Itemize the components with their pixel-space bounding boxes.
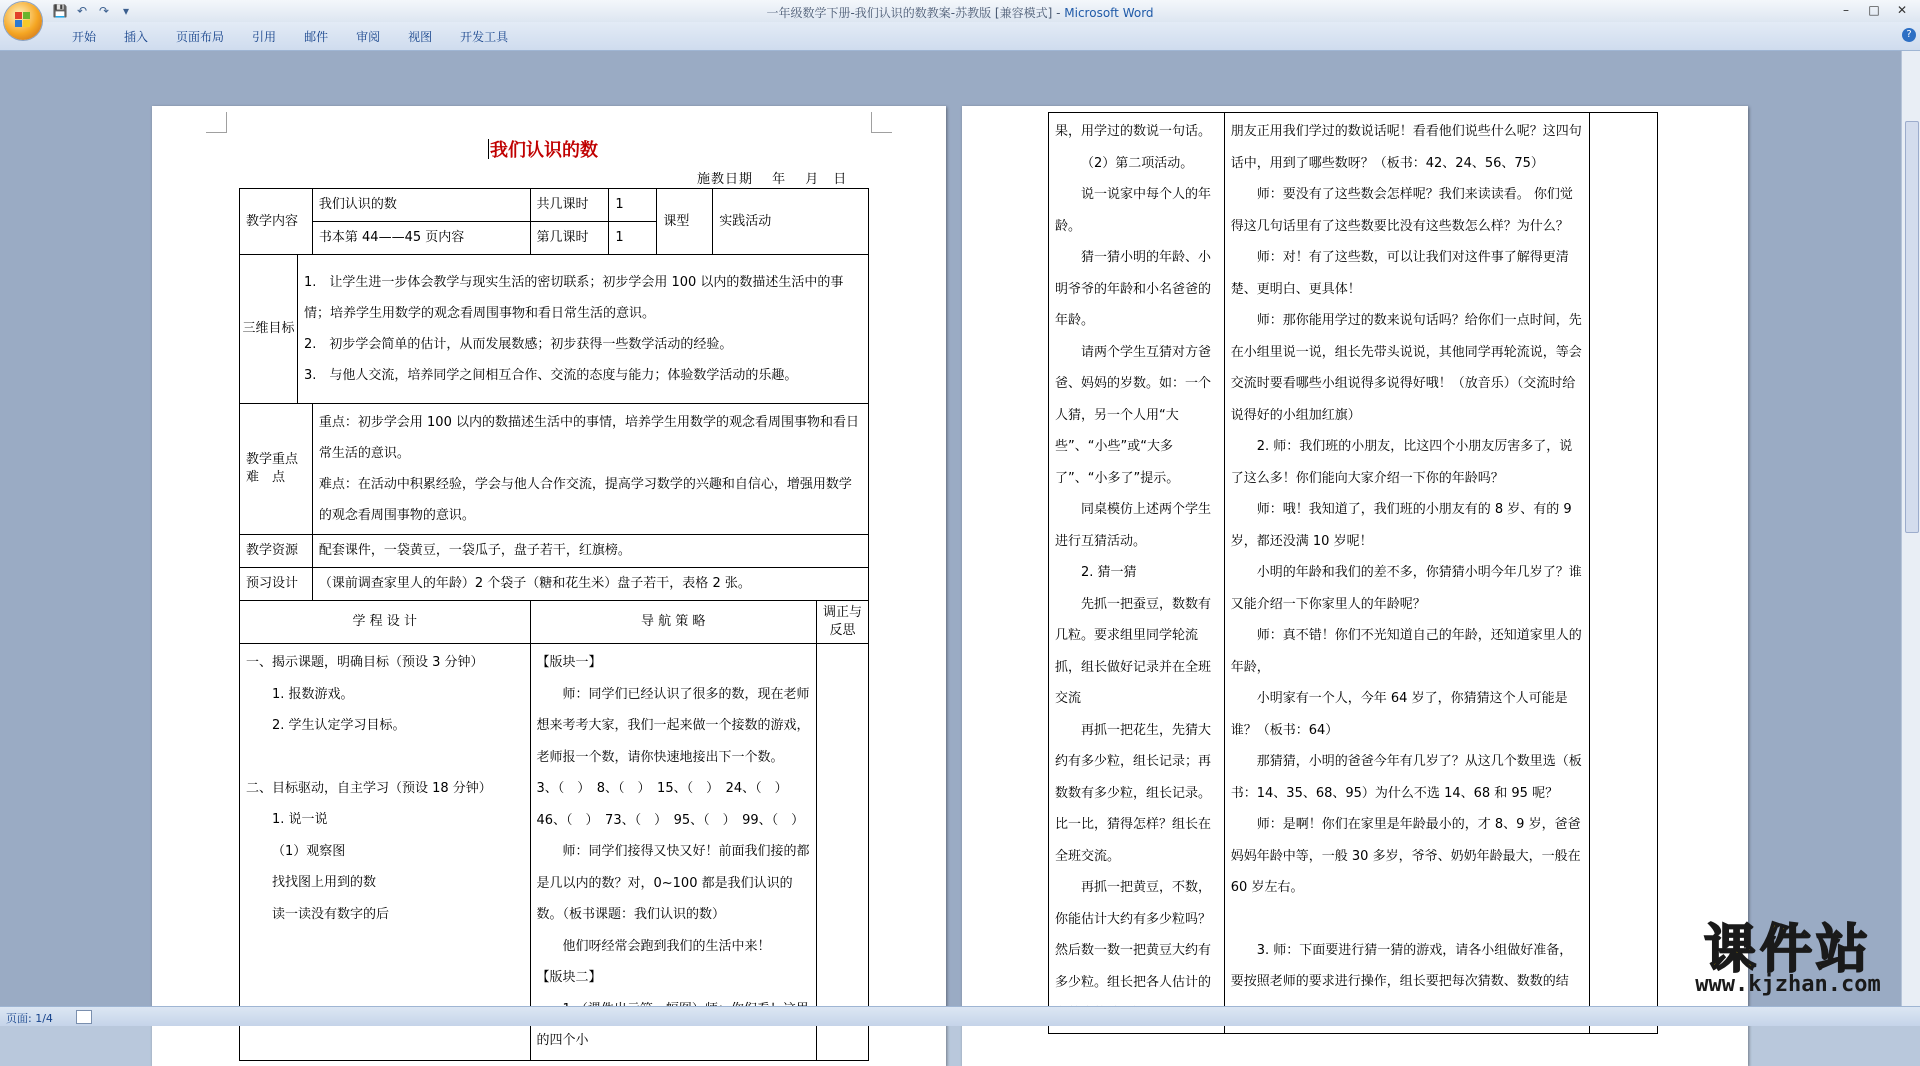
crop-mark xyxy=(206,112,227,133)
nav-line: 46、（ ） 73、（ ） 95、（ ） 99、（ ） xyxy=(536,812,805,828)
tab-page-layout[interactable]: 页面布局 xyxy=(176,30,225,44)
design-line: 再抓一把花生，先猜大约有多少粒，组长记录；再数数有多少粒，组长记录。比一比，猜得怎样？组长在全班交流。 xyxy=(1055,722,1212,864)
adjust-column-continued[interactable] xyxy=(1590,113,1658,1034)
design-line: （1）观察图 xyxy=(272,843,346,859)
prep-label: 预习设计 xyxy=(240,568,313,601)
design-line: 先抓一把蚕豆，数数有几粒。要求组里同学轮流抓，组长做好记录并在全班交流 xyxy=(1055,596,1212,706)
nav-line: 师：是啊！你们在家里是年龄最小的，才 8、9 岁，爸爸妈妈年龄中等，一般 30 多岁，爷爷、奶奶年龄最大，一般在 60 岁左右。 xyxy=(1230,817,1581,895)
goal-item: 1. 让学生进一步体会教学与现实生活的密切联系；初步学会用 100 以内的数描述生活中的事情；培养学生用数学的观念看周围事物和看日常生活的意识。 xyxy=(303,275,844,321)
tab-home[interactable]: 开始 xyxy=(72,30,97,44)
goal-item: 3. 与他人交流，培养同学之间相互合作、交流的态度与能力；体验数学活动的乐趣。 xyxy=(303,368,798,383)
tab-developer[interactable]: 开发工具 xyxy=(460,30,509,44)
nav-line: 3、（ ） 8、（ ） 15、（ ） 24、（ ） xyxy=(536,781,788,796)
nav-line: 朋友正用我们学过的数说话呢！看看他们说些什么呢？这四句话中，用到了哪些数呀？（板书：42、24、56、75） xyxy=(1230,124,1582,171)
nav-line: 小明家有一个人，今年 64 岁了，你猜猜这个人可能是谁？（板书：64） xyxy=(1230,691,1568,738)
window-controls xyxy=(1832,1,1916,19)
nav-line: 【版块一】 xyxy=(536,655,602,670)
design-column[interactable] xyxy=(240,644,531,1061)
crop-mark xyxy=(871,112,892,133)
adjust-column[interactable] xyxy=(816,644,868,1061)
total-value[interactable]: 1 xyxy=(609,189,657,222)
nth-label: 第几课时 xyxy=(530,222,609,255)
page-1[interactable] xyxy=(152,106,946,1066)
page-2[interactable] xyxy=(962,106,1748,1066)
design-line: 1. 报数游戏。 xyxy=(272,686,354,702)
watermark-logo xyxy=(1668,922,1908,1010)
close-button[interactable]: ✕ xyxy=(1896,3,1908,17)
nav-line: 师：要没有了这些数会怎样呢？我们来读读看。 你们觉得这几句话里有了这些数要比没有这些数怎么样？为什么？ xyxy=(1230,187,1573,234)
design-line: 2. 学生认定学习目标。 xyxy=(272,718,406,733)
design-line xyxy=(246,742,524,773)
undo-icon[interactable]: ↶ xyxy=(76,4,88,18)
nth-value[interactable]: 1 xyxy=(609,222,657,255)
customize-qat-icon[interactable]: ▾ xyxy=(122,4,130,18)
type-value[interactable]: 实践活动 xyxy=(713,189,869,255)
design-line: 再抓一把黄豆，不数，你能估计大约有多少粒吗？然后数一数一把黄豆大约有多少粒。组长把各人估计的 xyxy=(1055,880,1212,990)
date-line: 施教日期 年 月 日 xyxy=(697,172,848,187)
continued-table xyxy=(1048,112,1658,1034)
keys-cell[interactable] xyxy=(312,404,868,535)
header-adjust: 调正与反思 xyxy=(816,601,868,644)
design-column-continued[interactable] xyxy=(1049,113,1225,1034)
watermark-url: www.kjzhan.com xyxy=(1695,972,1881,997)
nav-line: 3. 师：下面要进行猜一猜的游戏，请各小组做好准备，要按照老师的要求进行操作，组长要把每次猜数、数数的结 xyxy=(1230,942,1573,989)
content-2[interactable]: 书本第 44——45 页内容 xyxy=(312,222,530,255)
proofing-icon[interactable] xyxy=(76,1010,92,1024)
watermark-cn: 课件站 xyxy=(1703,920,1872,980)
nav-line: 师：哦！我知道了，我们班的小朋友有的 8 岁、有的 9 岁，都还没满 10 岁呢！ xyxy=(1230,502,1572,549)
app-name: Microsoft Word xyxy=(1064,6,1154,20)
design-line: 同桌模仿上述两个学生进行互猜活动。 xyxy=(1055,502,1212,549)
nav-line: 2. 师：我们班的小朋友，比这四个小朋友厉害多了，说了这么多！你们能向大家介绍一下你的年龄吗？ xyxy=(1230,439,1573,486)
nav-line: 师：真不错！你们不光知道自己的年龄，还知道家里人的年龄， xyxy=(1230,628,1582,675)
design-line: 找找图上用到的数 xyxy=(272,875,377,890)
tab-references[interactable]: 引用 xyxy=(252,30,277,44)
design-line: 1. 说一说 xyxy=(272,812,328,827)
resources-label: 教学资源 xyxy=(240,535,313,568)
lesson-plan-table xyxy=(239,188,869,1061)
nav-line: 师：同学们已经认识了很多的数，现在老师想来考考大家，我们一起来做一个接数的游戏，老师报一个数，请你快速地接出下一个数。 xyxy=(536,686,810,765)
goal-item: 2. 初步学会简单的估计，从而发展数感；初步获得一些数学活动的经验。 xyxy=(303,337,733,352)
nav-line: 他们呀经常会跑到我们的生活中来！ xyxy=(562,938,771,954)
save-icon[interactable]: 💾 xyxy=(52,4,68,18)
status-bar xyxy=(0,1006,1920,1026)
header-navigation: 导 航 策 略 xyxy=(530,601,816,644)
design-line: 读一读没有数字的后 xyxy=(272,906,390,922)
tab-mailings[interactable]: 邮件 xyxy=(304,30,329,44)
ribbon xyxy=(0,22,1920,51)
goals-label: 三维目标 xyxy=(240,255,298,404)
maximize-button[interactable]: □ xyxy=(1868,3,1880,17)
document-title: 一年级数学下册-我们认识的数教案-苏教版 [兼容模式] - xyxy=(766,6,1065,20)
scrollbar-thumb[interactable] xyxy=(1905,121,1919,533)
nav-line: 【版块二】 xyxy=(536,970,602,985)
keys-label: 教学重点难 点 xyxy=(240,404,313,535)
design-line: 2. 猜一猜 xyxy=(1081,565,1137,580)
vertical-scrollbar[interactable] xyxy=(1901,51,1920,1006)
nav-line: 的四个小 xyxy=(536,1033,589,1048)
office-button[interactable] xyxy=(4,2,42,40)
prep-value[interactable]: （课前调查家里人的年龄）2 个袋子（糖和花生米）盘子若干，表格 2 张。 xyxy=(312,568,868,601)
design-line: 一、揭示课题，明确目标（预设 3 分钟） xyxy=(246,655,484,670)
title-text: 我们认识的数 xyxy=(490,140,598,161)
page-count[interactable]: 页面: 1/4 xyxy=(6,1012,53,1025)
design-line: （2）第二项活动。 xyxy=(1081,155,1194,171)
nav-line xyxy=(1231,904,1583,935)
key-point: 重点：初步学会用 100 以内的数描述生活中的事情，培养学生用数学的观念看周围事物和看日常生活的意识。 xyxy=(318,415,859,461)
design-line: 猜一猜小明的年龄、小明爷爷的年龄和小名爸爸的年龄。 xyxy=(1055,250,1212,328)
design-line: 果，用学过的数说一句话。 xyxy=(1055,124,1212,139)
nav-line: 小明的年龄和我们的差不多，你猜猜小明今年几岁了？谁又能介绍一下你家里人的年龄呢？ xyxy=(1230,565,1582,612)
nav-line: 那猜猜，小明的爸爸今年有几岁了？从这几个数里选（板书：14、35、68、95）为什么不选 14、68 和 95 呢？ xyxy=(1230,754,1582,801)
design-line: 说一说家中每个人的年龄。 xyxy=(1055,187,1212,234)
content-label: 教学内容 xyxy=(240,189,313,255)
nav-line: 师：同学们接得又快又好！前面我们接的都是几以内的数？对，0~100 都是我们认识的数。（板书课题：我们认识的数） xyxy=(536,844,810,922)
design-line: 二、目标驱动，自主学习（预设 18 分钟） xyxy=(246,780,492,796)
redo-icon[interactable]: ↷ xyxy=(98,4,110,18)
help-icon[interactable]: ? xyxy=(1902,28,1916,42)
tab-review[interactable]: 审阅 xyxy=(356,30,381,44)
office-logo-icon xyxy=(15,12,31,28)
tab-insert[interactable]: 插入 xyxy=(124,30,149,44)
type-label: 课型 xyxy=(657,189,713,255)
nav-line: 师：对！有了这些数，可以让我们对这件事了解得更清楚、更明白、更具体！ xyxy=(1230,250,1569,297)
total-label: 共几课时 xyxy=(530,189,609,222)
tab-view[interactable]: 视图 xyxy=(408,30,433,44)
ribbon-tabs xyxy=(58,28,522,45)
text-cursor xyxy=(488,139,489,159)
nav-line: 师：那你能用学过的数来说句话吗？给你们一点时间，先在小组里说一说，组长先带头说说，其他同学再轮流说，等会交流时要看哪些小组说得多说得好哦！（放音乐）（交流时给说得好的小组加红旗） xyxy=(1230,313,1582,423)
content-1[interactable]: 我们认识的数 xyxy=(312,189,530,222)
resources-value[interactable]: 配套课件，一袋黄豆，一袋瓜子，盘子若干，红旗榜。 xyxy=(312,535,868,568)
ruler-toggle-icon[interactable] xyxy=(1905,55,1917,67)
page-title xyxy=(488,136,598,162)
header-design: 学 程 设 计 xyxy=(240,601,531,644)
design-line: 请两个学生互猜对方爸爸、妈妈的岁数。如：一个人猜，另一个人用“大些”、“小些”或“大多了”、“小多了”提示。 xyxy=(1055,344,1212,486)
navigation-column[interactable] xyxy=(530,644,816,1061)
window-title xyxy=(0,4,1920,21)
difficulty-point: 难点：在活动中积累经验，学会与他人合作交流，提高学习数学的兴趣和自信心，增强用数学的观念看周围事物的意识。 xyxy=(318,477,852,523)
goals-cell[interactable] xyxy=(297,255,868,404)
title-bar xyxy=(0,0,1920,22)
minimize-button[interactable]: – xyxy=(1843,3,1849,17)
navigation-column-continued[interactable] xyxy=(1224,113,1589,1034)
